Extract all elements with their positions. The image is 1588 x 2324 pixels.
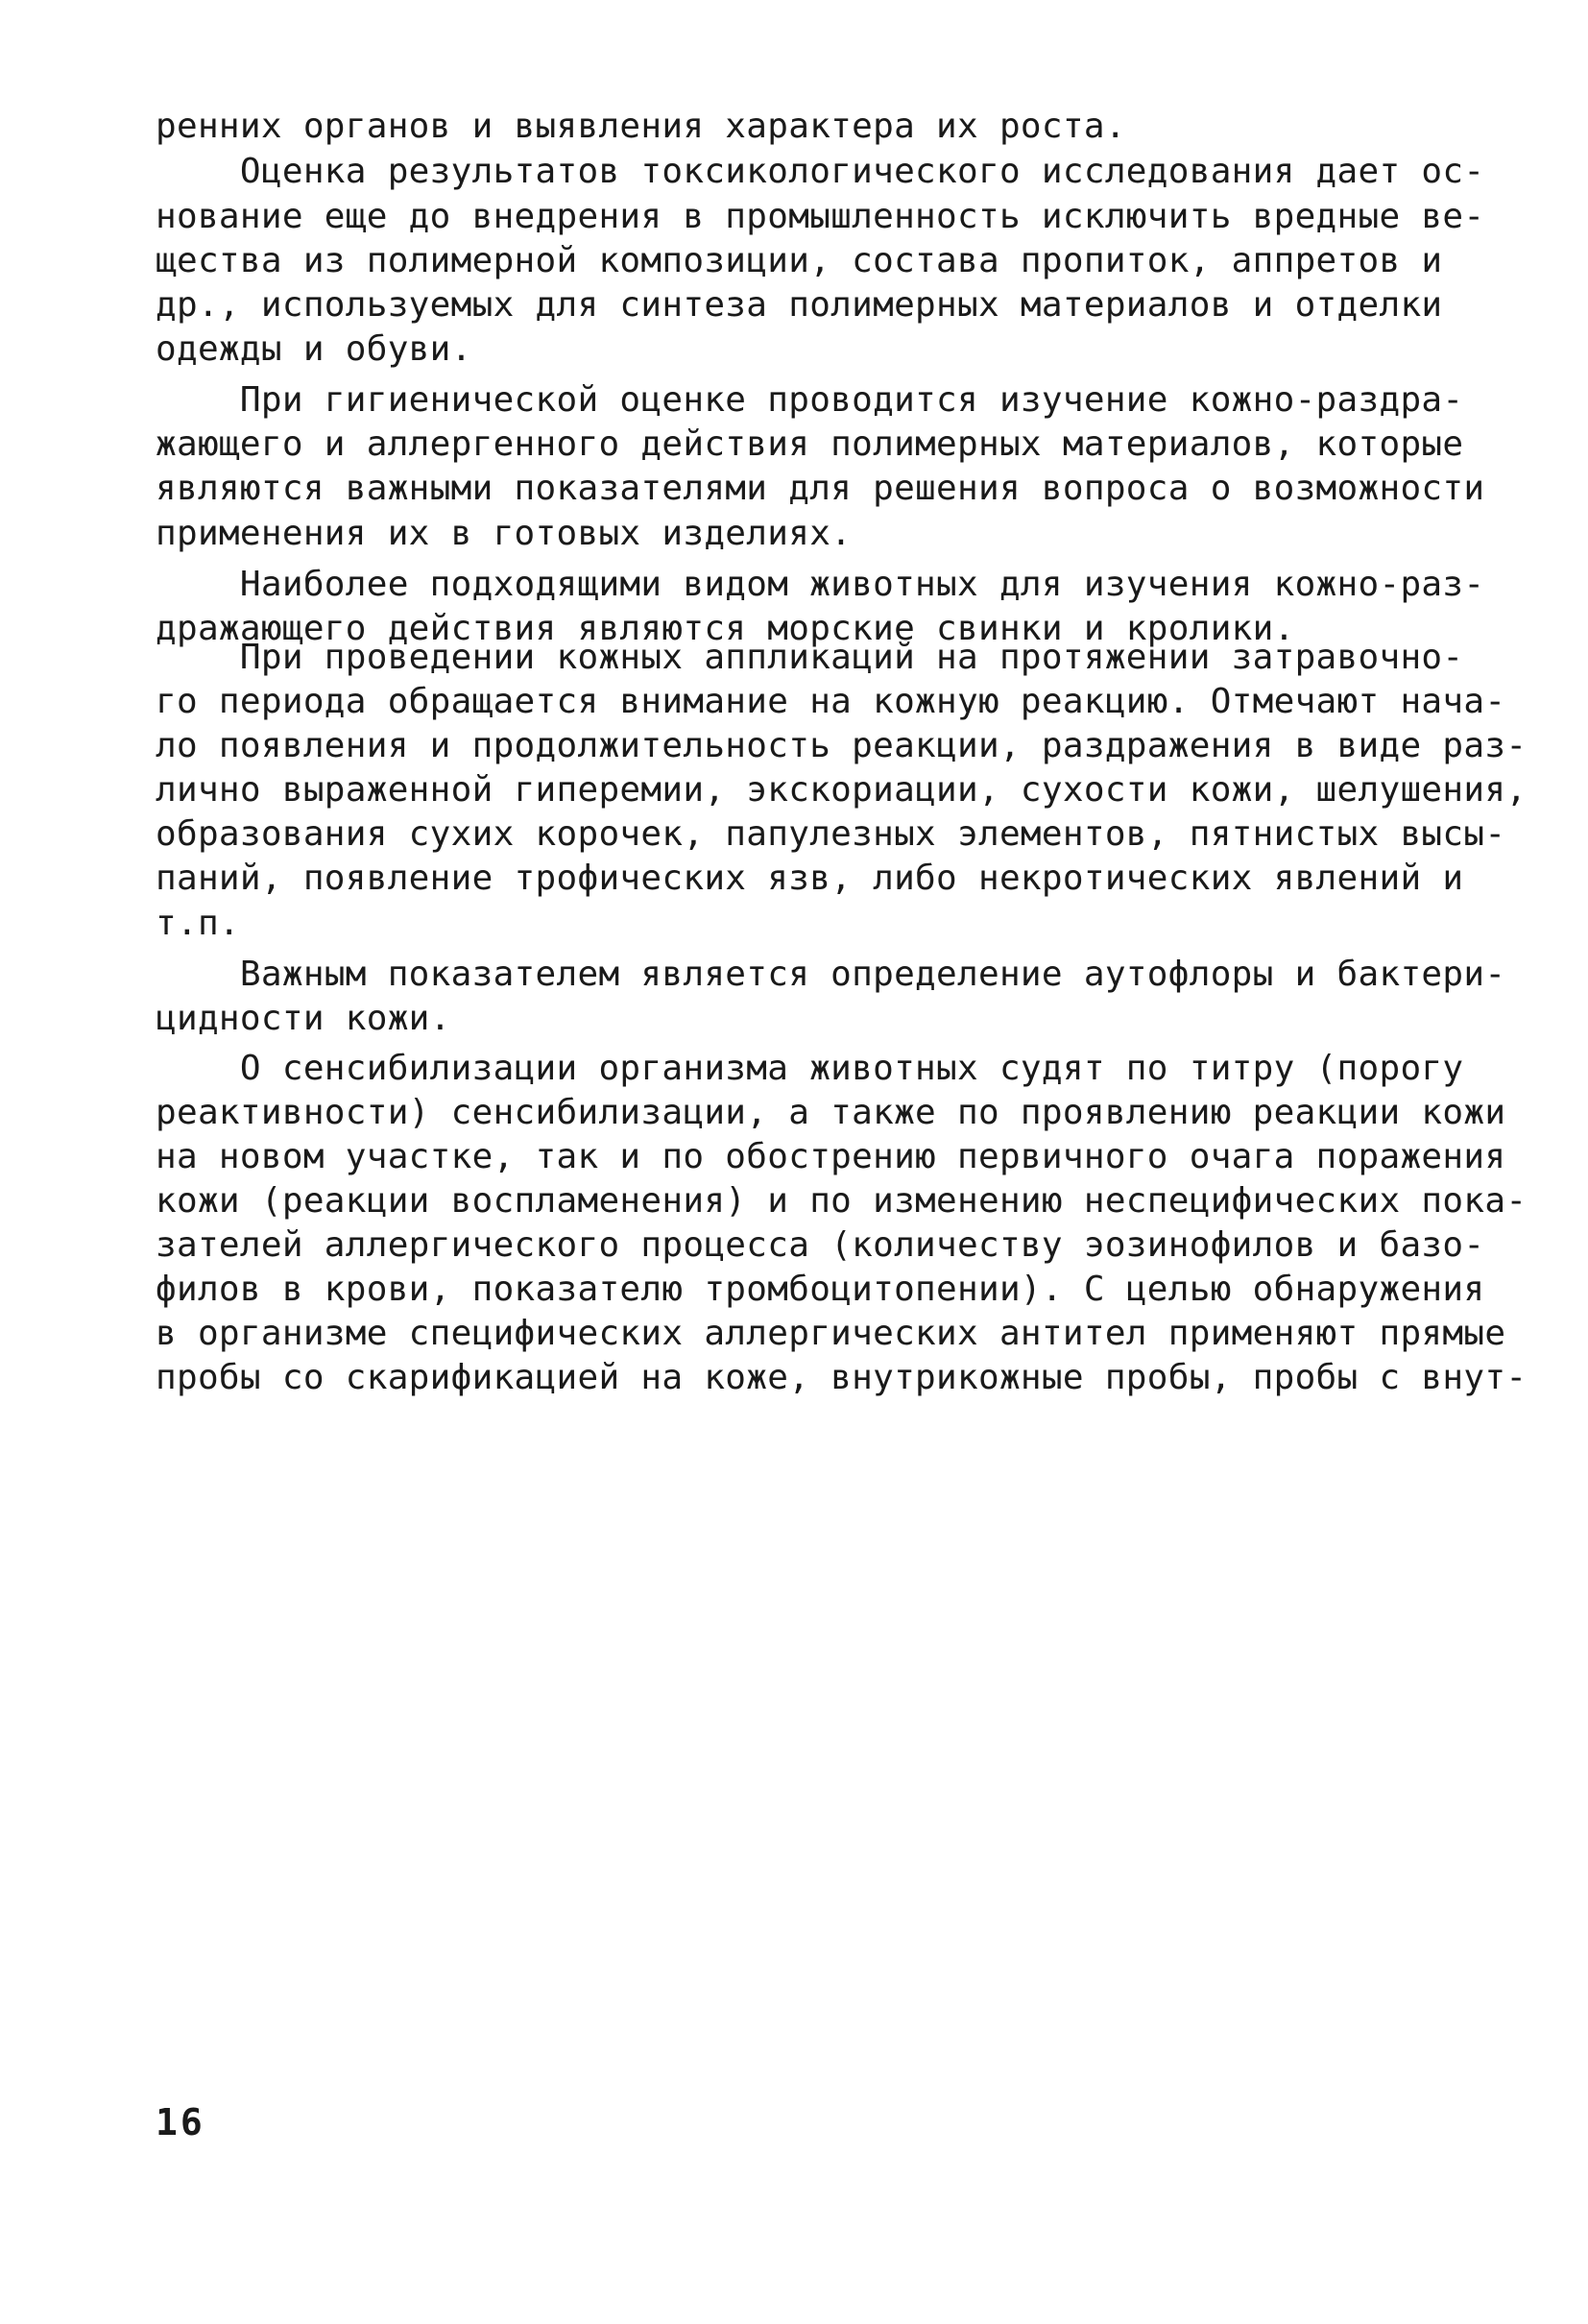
text-line: цидности кожи. (156, 999, 451, 1038)
text-line: т.п. (156, 904, 240, 943)
text-line: лично выраженной гиперемии, экскориации, сухости кожи, шелушения, (156, 770, 1528, 810)
text-line: пробы со скарификацией на коже, внутрикожные пробы, пробы с внут- (156, 1358, 1528, 1397)
text-line: реактивности) сенсибилизации, а также по проявлению реакции кожи (156, 1093, 1506, 1132)
page-number: 16 (156, 2101, 205, 2143)
text-line: филов в крови, показателю тромбоцитопении). С целью обнаружения (156, 1270, 1485, 1309)
text-line: одежды и обуви. (156, 329, 472, 369)
text-line: При проведении кожных аппликаций на протяжении затравочно- (156, 638, 1464, 677)
text-line: жающего и аллергенного действия полимерных материалов, которые (156, 424, 1464, 464)
text-line: Оценка результатов токсикологического исследования дает ос- (156, 152, 1485, 191)
text-line: дражающего действия являются морские свинки и кролики. (156, 609, 1295, 648)
text-line: нование еще до внедрения в промышленность исключить вредные ве- (156, 197, 1485, 236)
text-line: щества из полимерной композиции, состава пропиток, аппретов и (156, 241, 1443, 280)
text-line: образования сухих корочек, папулезных элементов, пятнистых высы- (156, 814, 1506, 854)
text-line: кожи (реакции воспламенения) и по изменению неспецифических пока- (156, 1181, 1528, 1221)
text-line: зателей аллергического процесса (количеству эозинофилов и базо- (156, 1225, 1485, 1265)
text-line: ло появления и продолжительность реакции, раздражения в виде раз- (156, 726, 1528, 765)
text-line: применения их в готовых изделиях. (156, 514, 853, 553)
text-line: При гигиенической оценке проводится изучение кожно-раздра- (156, 380, 1464, 420)
text-line: др., используемых для синтеза полимерных материалов и отделки (156, 285, 1443, 325)
text-line: паний, появление трофических язв, либо некротических явлений и (156, 859, 1464, 898)
text-line: на новом участке, так и по обострению первичного очага поражения (156, 1137, 1506, 1176)
text-line: в организме специфических аллергических антител применяют прямые (156, 1314, 1506, 1353)
text-line: являются важными показателями для решения вопроса о возможности (156, 469, 1485, 508)
text-line: Наиболее подходящими видом животных для изучения кожно-раз- (156, 565, 1485, 604)
text-line: Важным показателем является определение аутофлоры и бактери- (156, 955, 1506, 994)
text-line: ренних органов и выявления характера их роста. (156, 107, 1126, 146)
text-line: О сенсибилизации организма животных судят по титру (порогу (156, 1049, 1464, 1088)
text-line: го периода обращается внимание на кожную реакцию. Отмечают нача- (156, 682, 1506, 721)
